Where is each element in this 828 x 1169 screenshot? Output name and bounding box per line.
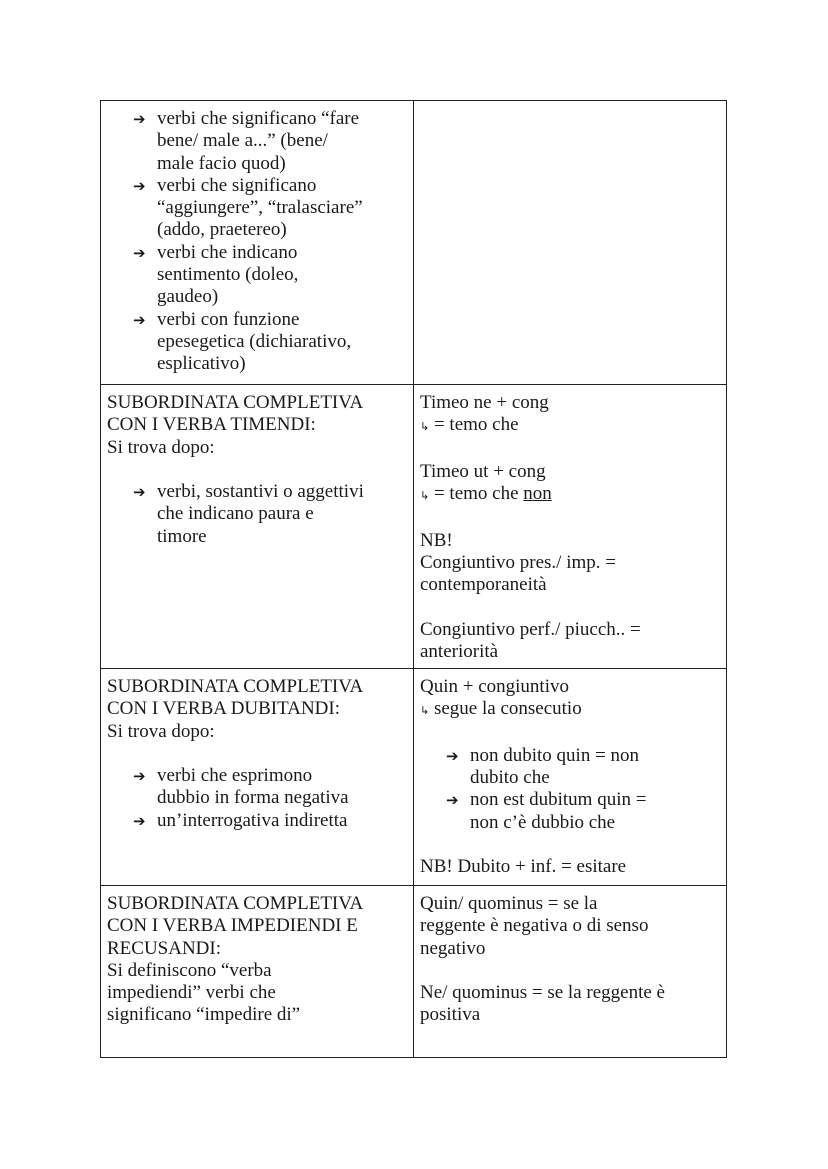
return-arrow-icon: ↳ bbox=[420, 489, 430, 503]
blank-line bbox=[107, 743, 407, 765]
text-line: sentimento (doleo, bbox=[157, 264, 299, 286]
text-line: NB! bbox=[420, 529, 453, 551]
text-line: verbi, sostantivi o aggettivi bbox=[157, 481, 364, 503]
text-block bbox=[420, 530, 720, 597]
text-line: Si trova dopo: bbox=[107, 436, 215, 458]
blank-line bbox=[107, 459, 407, 481]
right-cell bbox=[414, 101, 727, 385]
text-block bbox=[420, 461, 720, 483]
text-line bbox=[420, 483, 720, 507]
text-line: bene/ male a...” (bene/ bbox=[157, 130, 328, 152]
text-line: CON I VERBA IMPEDIENDI E bbox=[107, 915, 358, 937]
text-block bbox=[420, 676, 720, 698]
text-line: anteriorità bbox=[420, 641, 499, 663]
blank-line bbox=[420, 439, 720, 461]
left-cell bbox=[101, 385, 414, 669]
right-cell bbox=[414, 385, 727, 669]
text-block bbox=[420, 483, 720, 507]
text-line: verbi che indicano bbox=[157, 241, 298, 263]
text-line: RECUSANDI: bbox=[107, 937, 222, 959]
bullet-item bbox=[420, 789, 720, 834]
text-line: impediendi” verbi che bbox=[107, 982, 276, 1004]
left-cell bbox=[101, 886, 414, 1058]
text-block bbox=[420, 982, 720, 1027]
table-row bbox=[101, 886, 727, 1058]
bullet-item bbox=[420, 745, 720, 790]
blank-line bbox=[420, 507, 720, 529]
arrow-right-icon: ➔ bbox=[133, 811, 146, 830]
text-line: contemporaneità bbox=[420, 574, 547, 596]
bullet-item bbox=[107, 309, 407, 376]
text-line: dubbio in forma negativa bbox=[157, 787, 349, 809]
text-line: Congiuntivo pres./ imp. = bbox=[420, 552, 616, 574]
return-arrow-icon: ↳ bbox=[420, 420, 430, 434]
text-line: dubito che bbox=[470, 767, 550, 789]
text-block bbox=[107, 676, 407, 743]
text-line: timore bbox=[157, 525, 207, 547]
text-segment: = temo che bbox=[429, 414, 519, 436]
text-line: SUBORDINATA COMPLETIVA bbox=[107, 676, 364, 697]
underlined-text: non bbox=[523, 483, 552, 505]
bullet-item bbox=[107, 481, 407, 548]
arrow-right-icon: ➔ bbox=[446, 791, 459, 810]
text-line: positiva bbox=[420, 1004, 481, 1026]
blank-line bbox=[420, 597, 720, 619]
text-line: NB! Dubito + inf. = esitare bbox=[420, 856, 627, 878]
text-line: verbi che significano “fare bbox=[157, 108, 360, 129]
arrow-right-icon: ➔ bbox=[133, 767, 146, 786]
text-line: verbi con funzione bbox=[157, 308, 300, 330]
text-line: Timeo ut + cong bbox=[420, 460, 546, 482]
text-line: che indicano paura e bbox=[157, 503, 314, 525]
text-line: Congiuntivo perf./ piucch.. = bbox=[420, 618, 641, 640]
text-block bbox=[420, 414, 720, 438]
text-line: significano “impedire di” bbox=[107, 1004, 301, 1026]
bullet-item bbox=[107, 242, 407, 309]
blank-line bbox=[420, 960, 720, 982]
text-line: Si trova dopo: bbox=[107, 720, 215, 742]
table-row bbox=[101, 101, 727, 385]
return-arrow-icon: ↳ bbox=[420, 704, 430, 718]
bullet-item bbox=[107, 175, 407, 242]
left-cell bbox=[101, 669, 414, 886]
text-line: Timeo ne + cong bbox=[420, 392, 549, 413]
right-cell bbox=[414, 886, 727, 1058]
left-cell bbox=[101, 101, 414, 385]
text-block bbox=[420, 619, 720, 664]
text-line: non est dubitum quin = bbox=[470, 789, 647, 811]
text-line: CON I VERBA DUBITANDI: bbox=[107, 698, 340, 720]
arrow-right-icon: ➔ bbox=[133, 176, 146, 195]
arrow-right-icon: ➔ bbox=[133, 483, 146, 502]
text-line: SUBORDINATA COMPLETIVA bbox=[107, 392, 364, 413]
text-block bbox=[420, 392, 720, 414]
text-line: negativo bbox=[420, 937, 486, 959]
text-block bbox=[107, 893, 407, 1027]
text-line bbox=[420, 414, 720, 438]
right-cell bbox=[414, 669, 727, 886]
text-line: verbi che esprimono bbox=[157, 765, 313, 787]
table-row bbox=[101, 669, 727, 886]
text-line: gaudeo) bbox=[157, 286, 219, 308]
text-line: Ne/ quominus = se la reggente è bbox=[420, 982, 665, 1004]
arrow-right-icon: ➔ bbox=[133, 110, 146, 128]
grammar-table bbox=[100, 100, 727, 1058]
bullet-item bbox=[107, 108, 407, 175]
text-line: male facio quod) bbox=[157, 152, 286, 174]
text-line: non c’è dubbio che bbox=[470, 811, 616, 833]
text-line: “aggiungere”, “tralasciare” bbox=[157, 197, 363, 219]
text-line: SUBORDINATA COMPLETIVA bbox=[107, 893, 364, 914]
bullet-item bbox=[107, 765, 407, 810]
text-block bbox=[107, 392, 407, 459]
blank-line bbox=[420, 723, 720, 745]
text-line: CON I VERBA TIMENDI: bbox=[107, 414, 316, 436]
text-line: reggente è negativa o di senso bbox=[420, 915, 649, 937]
text-line: epesegetica (dichiarativo, bbox=[157, 330, 352, 352]
text-line: non dubito quin = non bbox=[470, 744, 640, 766]
text-line: Quin/ quominus = se la bbox=[420, 893, 598, 914]
text-segment: = temo che bbox=[429, 483, 524, 505]
arrow-right-icon: ➔ bbox=[133, 310, 146, 329]
arrow-right-icon: ➔ bbox=[133, 243, 146, 262]
text-block bbox=[420, 893, 720, 960]
blank-line bbox=[420, 834, 720, 856]
text-line: (addo, praetereo) bbox=[157, 219, 287, 241]
text-line: Quin + congiuntivo bbox=[420, 676, 569, 697]
text-line: verbi che significano bbox=[157, 174, 317, 196]
arrow-right-icon: ➔ bbox=[446, 746, 459, 765]
text-line bbox=[420, 698, 720, 722]
text-line: un’interrogativa indiretta bbox=[157, 809, 348, 831]
text-segment: segue la consecutio bbox=[429, 698, 582, 720]
text-block bbox=[420, 856, 720, 878]
bullet-item bbox=[107, 810, 407, 832]
table-row bbox=[101, 385, 727, 669]
text-block bbox=[420, 698, 720, 722]
text-line: esplicativo) bbox=[157, 353, 246, 375]
text-line: Si definiscono “verba bbox=[107, 959, 272, 981]
